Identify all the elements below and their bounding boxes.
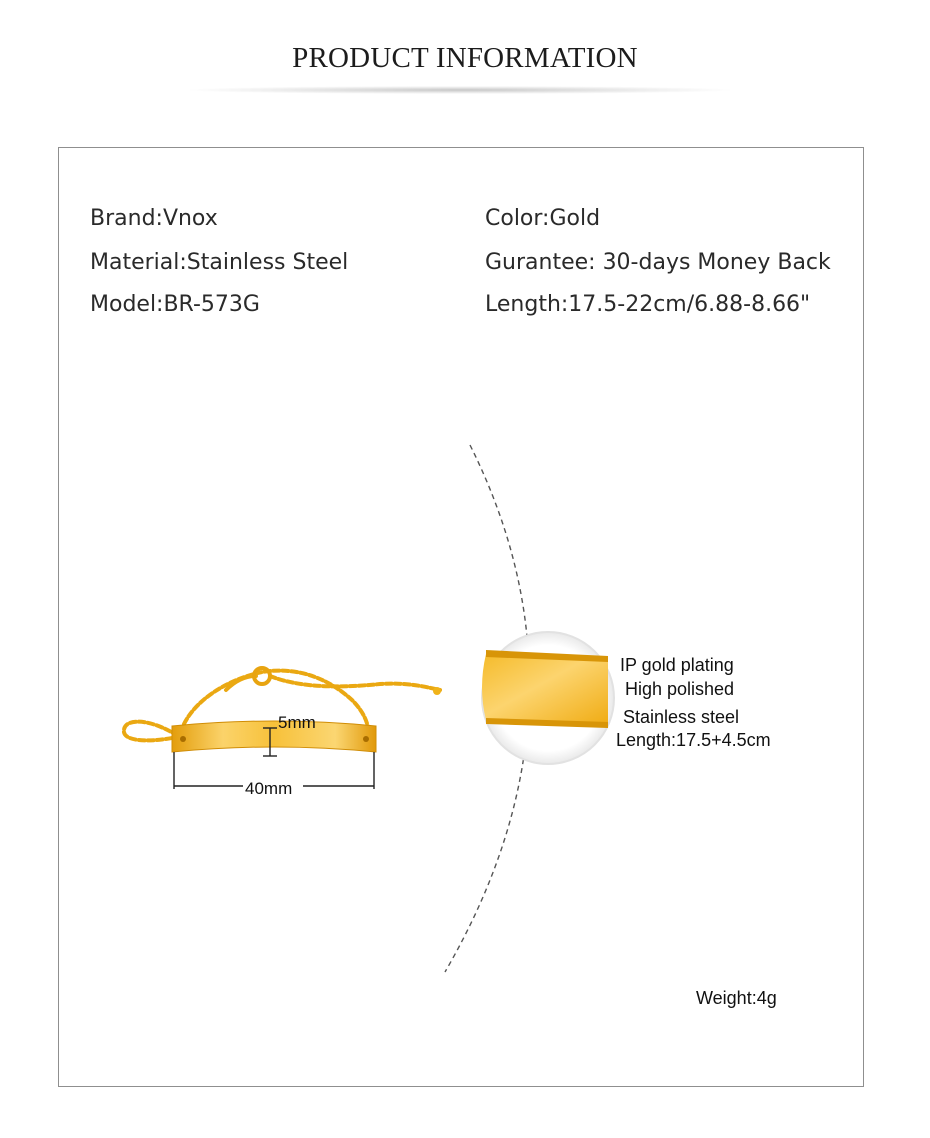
spec-brand: Brand:Vnox <box>90 206 218 231</box>
spec-guarantee: Gurantee: 30-days Money Back <box>485 250 831 275</box>
callout-material: Stainless steel <box>623 707 740 727</box>
callout-plating: IP gold plating <box>620 655 734 675</box>
page-title: PRODUCT INFORMATION <box>292 42 638 74</box>
bracelet-end-charm <box>433 687 441 695</box>
callout-finish: High polished <box>625 679 735 699</box>
spec-color: Color:Gold <box>485 206 601 231</box>
spec-material: Material:Stainless Steel <box>90 250 349 275</box>
dim-width-label: 40mm <box>245 779 293 798</box>
weight-label: Weight:4g <box>696 988 777 1008</box>
zoom-bar-detail <box>482 654 608 724</box>
spec-model: Model:BR-573G <box>90 292 260 317</box>
bracelet-bar <box>172 721 376 752</box>
spec-length: Length:17.5-22cm/6.88-8.66" <box>485 292 811 317</box>
dim-height-label: 5mm <box>278 713 316 732</box>
callout-length: Length:17.5+4.5cm <box>616 730 771 750</box>
